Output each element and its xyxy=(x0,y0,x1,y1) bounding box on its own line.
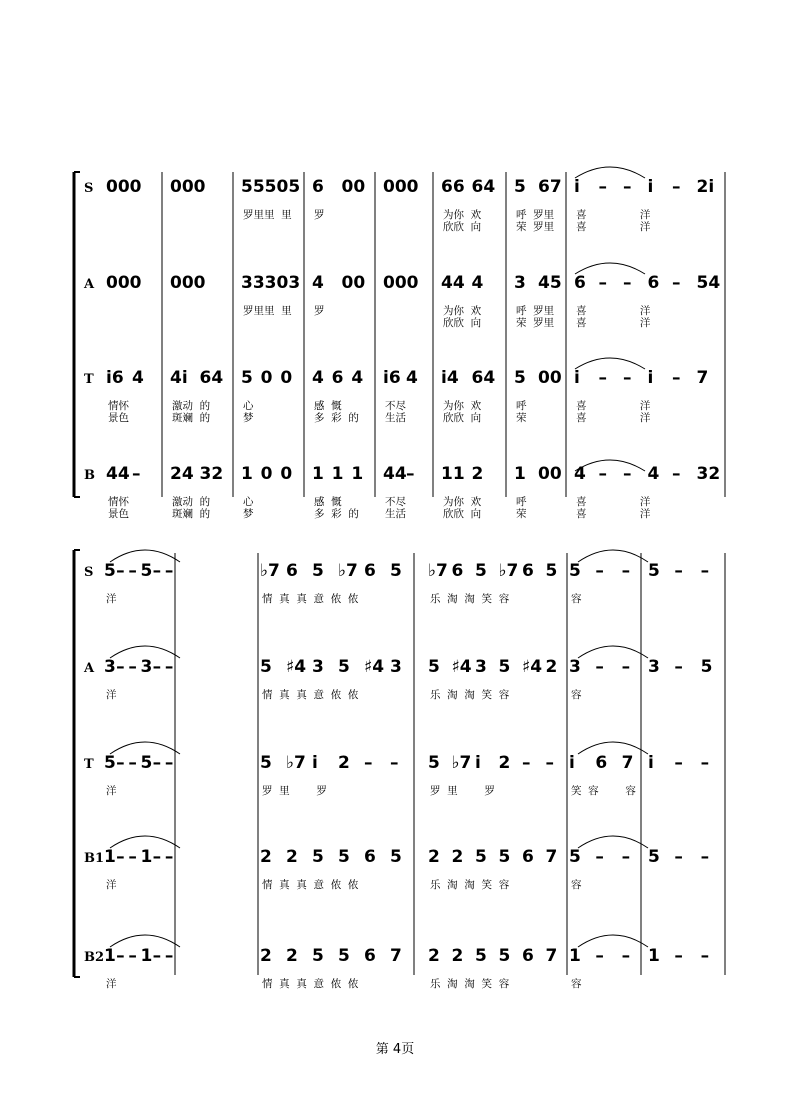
lyric: 生活 xyxy=(385,412,406,424)
lyric: 心 xyxy=(243,496,254,508)
note: 2 xyxy=(260,847,272,867)
lyric: 欣欣 向 xyxy=(443,317,482,329)
note: – xyxy=(621,561,631,581)
note: 6 xyxy=(595,753,608,773)
note: 6 xyxy=(522,561,534,581)
note: 2 xyxy=(338,753,350,773)
note: 1 xyxy=(140,946,153,966)
lyric: 容 xyxy=(571,879,582,891)
note: – xyxy=(164,946,174,966)
note: 4 xyxy=(312,273,324,293)
lyric: 喜 洋 xyxy=(576,209,651,221)
lyric: 为你 欢 xyxy=(443,400,482,412)
voice-label: S xyxy=(84,181,94,196)
note: 5 xyxy=(338,657,350,677)
lyric: 荣 xyxy=(516,412,527,424)
note: 11 xyxy=(441,464,465,484)
lyric: 景色 xyxy=(108,508,129,520)
note: 2 xyxy=(260,946,272,966)
staff-t xyxy=(84,753,709,797)
note: 5 xyxy=(569,561,581,581)
note: 6 xyxy=(522,946,534,966)
note: 5 xyxy=(514,368,526,388)
note: – xyxy=(116,753,125,773)
note: – xyxy=(128,561,137,581)
note: 5 xyxy=(338,946,350,966)
lyric: 呼 xyxy=(516,496,527,508)
note: – xyxy=(621,946,631,966)
note: – xyxy=(152,946,162,966)
note: 2 xyxy=(471,464,484,484)
note: – xyxy=(164,753,174,773)
note: 2 xyxy=(498,753,511,773)
note: – xyxy=(674,657,683,677)
note: 1 xyxy=(351,464,364,484)
note: 2 xyxy=(286,946,298,966)
note: – xyxy=(598,273,607,293)
note: 2 xyxy=(428,847,440,867)
note: 24 xyxy=(170,464,194,484)
note: 7 xyxy=(696,368,709,388)
note: 0 xyxy=(260,464,273,484)
lyric: 生活 xyxy=(385,508,406,520)
note: – xyxy=(598,177,607,197)
note: 5 xyxy=(140,753,153,773)
note: 33303 xyxy=(241,273,301,293)
note: – xyxy=(164,847,174,867)
note: 5 xyxy=(312,847,324,867)
lyric: 洋 xyxy=(106,978,117,990)
note: i6 xyxy=(383,368,401,388)
note: 3 xyxy=(390,657,402,677)
voice-label: A xyxy=(84,277,95,292)
note: 2 xyxy=(545,657,558,677)
note: 5 xyxy=(545,561,558,581)
note: 6 xyxy=(451,561,464,581)
note: ♯4 xyxy=(451,657,472,677)
note: 5 xyxy=(104,561,116,581)
note: 0 xyxy=(280,464,293,484)
staff-b2 xyxy=(84,946,709,990)
lyric: 为你 欢 xyxy=(443,305,482,317)
tie-arc xyxy=(578,742,648,754)
note: 2 xyxy=(451,946,464,966)
note: 64 xyxy=(199,368,224,388)
note: – xyxy=(672,464,681,484)
lyric: 洋 xyxy=(106,785,117,797)
lyric: 荣 罗里 xyxy=(516,221,555,233)
lyric: 罗里里 里 xyxy=(243,209,292,221)
lyric: 欣欣 向 xyxy=(443,221,482,233)
note: 64 xyxy=(471,177,496,197)
note: 1 xyxy=(514,464,526,484)
lyric: 激动 的 xyxy=(172,400,211,412)
lyric: 激动 的 xyxy=(172,496,211,508)
voice-label: B xyxy=(84,468,95,483)
note: 5 xyxy=(648,847,660,867)
lyric: 洋 xyxy=(106,593,117,605)
note: 6 xyxy=(286,561,298,581)
note: 5 xyxy=(700,657,713,677)
note: – xyxy=(623,464,632,484)
note: – xyxy=(623,177,632,197)
note: – xyxy=(545,753,554,773)
note: – xyxy=(128,847,137,867)
lyric: 喜 洋 xyxy=(576,508,651,520)
note: 5 xyxy=(648,561,660,581)
note: 44 xyxy=(441,273,465,293)
note: ♯4 xyxy=(286,657,307,677)
note: 1 xyxy=(312,464,324,484)
lyric: 笑 容 容 xyxy=(571,785,636,797)
note: i xyxy=(574,368,580,388)
note: – xyxy=(674,561,683,581)
note: 5 xyxy=(338,847,350,867)
lyric: 情 真 真 意 侬 侬 xyxy=(262,689,359,701)
lyric: 为你 欢 xyxy=(443,496,482,508)
note: – xyxy=(598,464,607,484)
note: – xyxy=(674,946,683,966)
lyric: 罗 里 罗 xyxy=(262,785,327,797)
note: 3 xyxy=(569,657,581,677)
lyric: 罗 里 罗 xyxy=(430,785,495,797)
note: 5 xyxy=(475,847,487,867)
note: i xyxy=(475,753,481,773)
tie-arc xyxy=(578,550,648,562)
tie-arc xyxy=(578,935,648,947)
page-number: 第 4页 xyxy=(375,1042,415,1057)
staff-a xyxy=(83,273,720,329)
note: 000 xyxy=(383,273,419,293)
note: 00 xyxy=(341,273,366,293)
note: – xyxy=(522,753,531,773)
lyric: 欣欣 向 xyxy=(443,508,482,520)
lyric: 情 真 真 意 侬 侬 xyxy=(262,593,359,605)
lyric: 罗 xyxy=(314,209,325,221)
note: 55505 xyxy=(241,177,301,197)
note: 64 xyxy=(471,368,496,388)
note: – xyxy=(674,847,683,867)
note: 5 xyxy=(312,561,324,581)
note: – xyxy=(700,753,710,773)
note: 5 xyxy=(498,847,511,867)
note: – xyxy=(116,561,125,581)
note: i6 xyxy=(106,368,124,388)
note: – xyxy=(116,847,125,867)
note: ♯4 xyxy=(522,657,543,677)
staff-b1 xyxy=(84,847,709,891)
lyric: 多 彩 的 xyxy=(314,412,359,424)
note: – xyxy=(595,561,604,581)
system-2 xyxy=(74,550,725,990)
note: 000 xyxy=(170,273,206,293)
note: – xyxy=(152,847,162,867)
note: 2 xyxy=(428,946,440,966)
note: i xyxy=(648,753,654,773)
note: 0 xyxy=(260,368,273,388)
note: 4 xyxy=(312,368,324,388)
note: – xyxy=(623,368,632,388)
staff-b xyxy=(84,464,720,520)
note: 5 xyxy=(241,368,253,388)
note: 2i xyxy=(696,177,715,197)
note: 1 xyxy=(241,464,253,484)
lyric: 斑斓 的 xyxy=(172,412,211,424)
note: – xyxy=(390,753,399,773)
voice-label: S xyxy=(84,565,94,580)
note: 4 xyxy=(132,368,144,388)
lyric: 不尽 xyxy=(385,496,406,508)
note: 0 xyxy=(280,368,293,388)
lyric: 情怀 xyxy=(108,496,129,508)
note: 3 xyxy=(475,657,487,677)
lyric: 罗 xyxy=(314,305,325,317)
lyric: 梦 xyxy=(243,412,254,424)
note: 6 xyxy=(522,847,534,867)
note: 3 xyxy=(312,657,324,677)
note: 5 xyxy=(475,946,487,966)
note: – xyxy=(164,657,174,677)
note: – xyxy=(152,753,162,773)
note: 32 xyxy=(696,464,721,484)
note: 7 xyxy=(390,946,402,966)
note: 7 xyxy=(621,753,634,773)
note: 5 xyxy=(498,657,511,677)
note: ♭7 xyxy=(338,561,358,581)
lyric: 喜 洋 xyxy=(576,221,651,233)
lyric: 容 xyxy=(571,978,582,990)
note: 5 xyxy=(569,847,581,867)
note: 4 xyxy=(471,273,484,293)
note: – xyxy=(700,946,710,966)
lyric: 不尽 xyxy=(385,400,406,412)
note: 000 xyxy=(170,177,206,197)
note: – xyxy=(406,464,415,484)
lyric: 荣 xyxy=(516,508,527,520)
note: ♯4 xyxy=(364,657,385,677)
note: 4i xyxy=(170,368,188,388)
note: 000 xyxy=(106,177,142,197)
lyric: 情 真 真 意 侬 侬 xyxy=(262,879,359,891)
lyric: 呼 罗里 xyxy=(516,305,555,317)
note: 1 xyxy=(569,946,581,966)
staff-a xyxy=(83,657,713,701)
note: 44 xyxy=(383,464,407,484)
note: 1 xyxy=(140,847,153,867)
lyric: 情 真 真 意 侬 侬 xyxy=(262,978,359,990)
note: i xyxy=(647,177,654,197)
note: 5 xyxy=(390,561,402,581)
note: 5 xyxy=(390,847,402,867)
note: 4 xyxy=(406,368,418,388)
note: – xyxy=(595,657,604,677)
staff-s xyxy=(84,561,709,605)
lyric: 喜 洋 xyxy=(576,400,651,412)
lyric: 喜 洋 xyxy=(576,412,651,424)
tie-arc xyxy=(578,836,648,848)
voice-label: T xyxy=(84,372,94,387)
note: ♭7 xyxy=(428,561,448,581)
note: – xyxy=(152,561,162,581)
lyric: 心 xyxy=(243,400,254,412)
staff-t xyxy=(84,368,708,424)
lyric: 荣 罗里 xyxy=(516,317,555,329)
note: – xyxy=(672,368,681,388)
note: 000 xyxy=(383,177,419,197)
note: – xyxy=(700,561,710,581)
note: – xyxy=(132,464,141,484)
note: – xyxy=(128,946,137,966)
lyric: 乐 淘 淘 笑 容 xyxy=(430,978,510,990)
note: 45 xyxy=(538,273,562,293)
note: 4 xyxy=(351,368,364,388)
note: – xyxy=(364,753,373,773)
note: 000 xyxy=(106,273,142,293)
note: – xyxy=(700,847,710,867)
note: – xyxy=(164,561,174,581)
lyric: 感 慨 xyxy=(314,400,342,412)
note: 32 xyxy=(199,464,224,484)
tie-arc xyxy=(575,167,645,178)
lyric: 感 慨 xyxy=(314,496,342,508)
note: 6 xyxy=(364,946,376,966)
note: – xyxy=(598,368,607,388)
note: – xyxy=(672,177,681,197)
note: 5 xyxy=(140,561,153,581)
lyric: 乐 淘 淘 笑 容 xyxy=(430,879,510,891)
note: 54 xyxy=(696,273,721,293)
note: ♭7 xyxy=(260,561,280,581)
note: 1 xyxy=(104,847,116,867)
lyric: 情怀 xyxy=(108,400,129,412)
lyric: 斑斓 的 xyxy=(172,508,211,520)
lyric: 容 xyxy=(571,593,582,605)
lyric: 欣欣 向 xyxy=(443,412,482,424)
note: ♭7 xyxy=(451,753,472,773)
note: 7 xyxy=(545,847,558,867)
lyric: 喜 洋 xyxy=(576,305,651,317)
note: 3 xyxy=(104,657,116,677)
note: 66 xyxy=(441,177,465,197)
note: 3 xyxy=(648,657,660,677)
note: – xyxy=(621,657,631,677)
note: 4 xyxy=(574,464,586,484)
note: 5 xyxy=(428,657,440,677)
note: – xyxy=(623,273,632,293)
staff-s xyxy=(84,177,714,233)
voice-label: T xyxy=(84,757,94,772)
lyric: 呼 罗里 xyxy=(516,209,555,221)
lyric: 乐 淘 淘 笑 容 xyxy=(430,689,510,701)
note: i4 xyxy=(441,368,459,388)
note: – xyxy=(116,657,125,677)
lyric: 容 xyxy=(571,689,582,701)
lyric: 喜 洋 xyxy=(576,317,651,329)
note: 3 xyxy=(140,657,153,677)
note: 6 xyxy=(364,561,376,581)
tie-arc xyxy=(575,358,645,369)
note: – xyxy=(595,847,604,867)
lyric: 景色 xyxy=(108,412,129,424)
lyric: 罗里里 里 xyxy=(243,305,292,317)
note: i xyxy=(647,368,654,388)
note: 2 xyxy=(451,847,464,867)
note: 44 xyxy=(106,464,130,484)
note: 5 xyxy=(475,561,487,581)
note: – xyxy=(595,946,604,966)
voice-label: A xyxy=(84,661,95,676)
note: 5 xyxy=(428,753,440,773)
note: 4 xyxy=(647,464,660,484)
note: – xyxy=(621,847,631,867)
tie-arc xyxy=(578,646,648,658)
lyric: 梦 xyxy=(243,508,254,520)
note: 5 xyxy=(498,946,511,966)
note: 5 xyxy=(260,657,272,677)
note: 1 xyxy=(331,464,344,484)
lyric: 为你 欢 xyxy=(443,209,482,221)
voice-label: B1 xyxy=(84,851,105,866)
note: 6 xyxy=(364,847,376,867)
lyric: 乐 淘 淘 笑 容 xyxy=(430,593,510,605)
note: 5 xyxy=(514,177,526,197)
lyric: 洋 xyxy=(106,879,117,891)
note: – xyxy=(128,753,137,773)
note: – xyxy=(674,753,683,773)
lyric: 洋 xyxy=(106,689,117,701)
note: 3 xyxy=(514,273,526,293)
lyric: 呼 xyxy=(516,400,527,412)
note: 7 xyxy=(545,946,558,966)
note: 5 xyxy=(312,946,324,966)
note: ♭7 xyxy=(498,561,519,581)
note: 6 xyxy=(647,273,660,293)
note: – xyxy=(672,273,681,293)
note: – xyxy=(152,657,162,677)
note: i xyxy=(312,753,318,773)
note: 00 xyxy=(538,464,562,484)
note: 67 xyxy=(538,177,562,197)
note: 5 xyxy=(104,753,116,773)
note: 2 xyxy=(286,847,298,867)
note: 00 xyxy=(341,177,366,197)
note: ♭7 xyxy=(286,753,306,773)
note: 1 xyxy=(648,946,660,966)
note: 6 xyxy=(574,273,586,293)
lyric: 多 彩 的 xyxy=(314,508,359,520)
note: 6 xyxy=(331,368,344,388)
lyric: 喜 洋 xyxy=(576,496,651,508)
note: – xyxy=(116,946,125,966)
note: 00 xyxy=(538,368,562,388)
note: 6 xyxy=(312,177,324,197)
note: i xyxy=(569,753,575,773)
system-1 xyxy=(74,167,725,520)
note: 1 xyxy=(104,946,116,966)
voice-label: B2 xyxy=(84,950,105,965)
note: 5 xyxy=(260,753,272,773)
note: i xyxy=(574,177,580,197)
note: – xyxy=(128,657,137,677)
